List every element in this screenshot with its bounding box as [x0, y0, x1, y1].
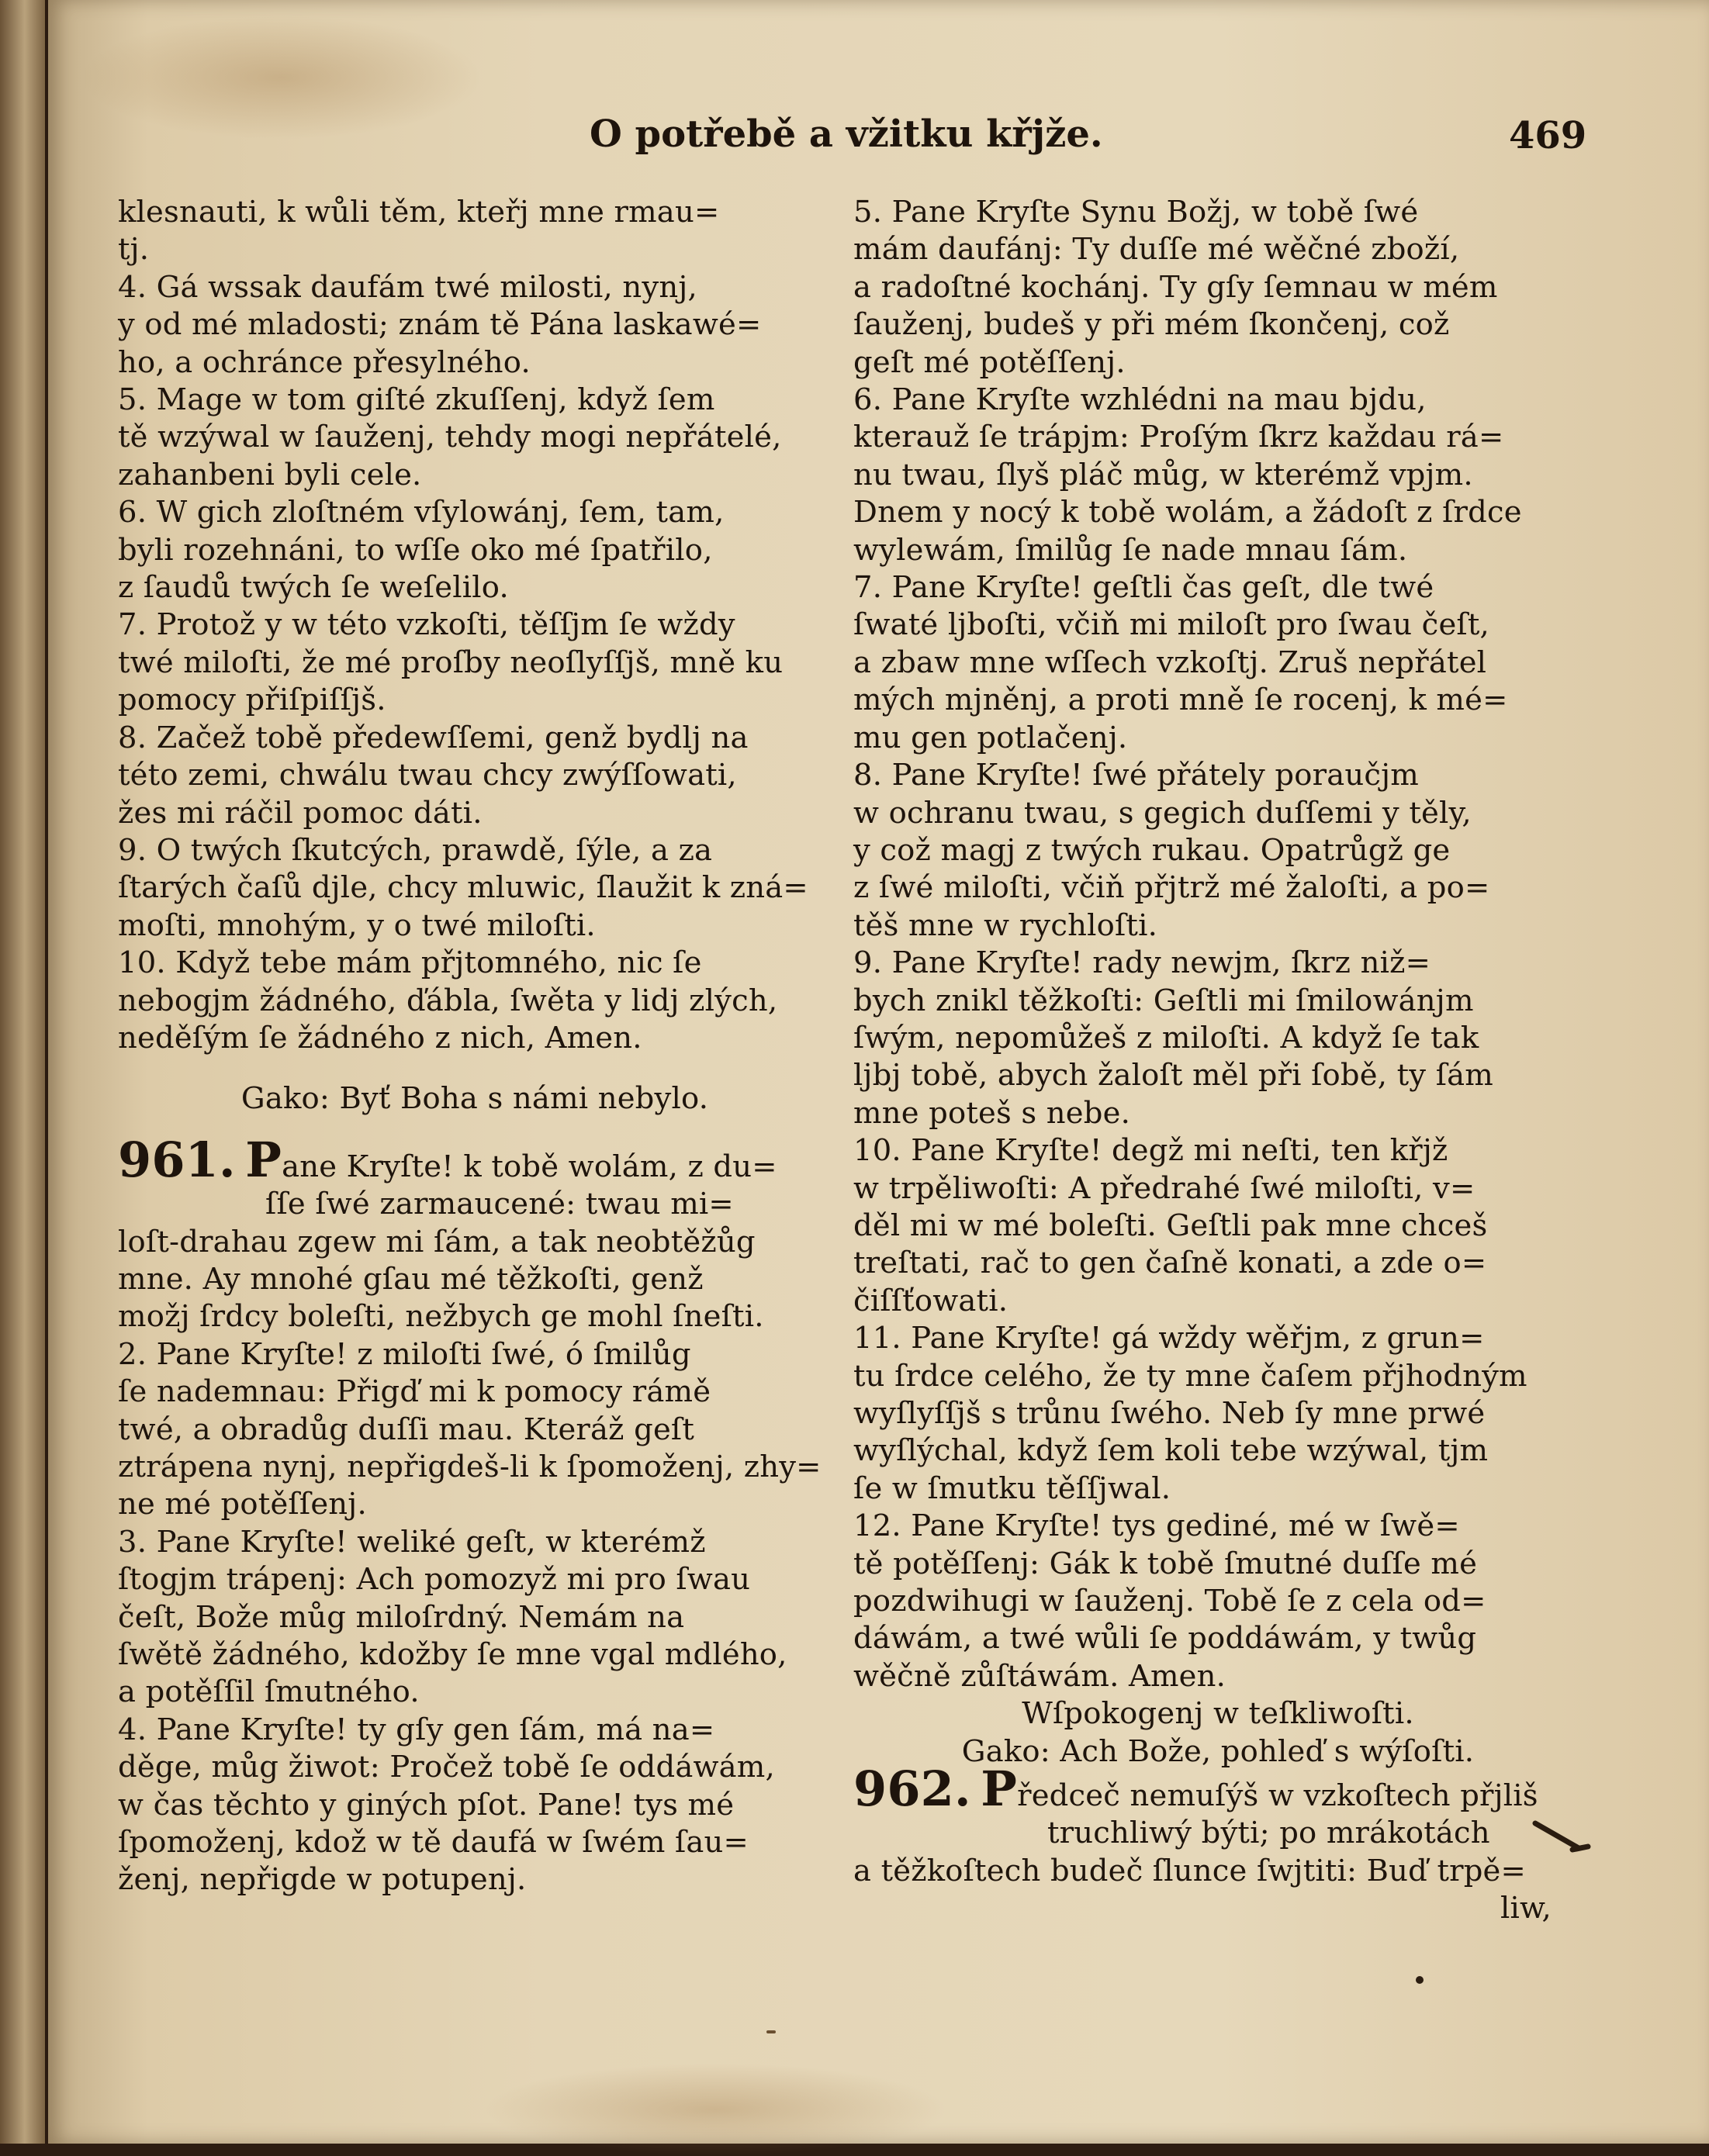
text-line: ženj, nepřigde w potupenj. — [118, 1862, 527, 1898]
text-line: ſtogjm trápenj: Ach pomozyž mi pro ſwau — [118, 1562, 751, 1598]
right-column — [853, 194, 1583, 1928]
text-line: mne poteš s nebe. — [853, 1095, 1131, 1131]
header-title: O potřebě a vžitku křjže. — [590, 112, 1103, 156]
text-line: y od mé mladosti; znám tě Pána laskawé= — [118, 307, 762, 343]
paper-speck — [766, 2030, 776, 2033]
text-line: bych znikl těžkoſti: Geſtli mi ſmilowánjm — [853, 983, 1474, 1018]
text-line: Dnem y nocý k tobě wolám, a žádoſt z ſrdce — [853, 495, 1522, 530]
text-line: čeſt, Bože můg miloſrdný. Nemám na — [118, 1599, 685, 1635]
text-line: zahanbeni byli cele. — [118, 457, 422, 492]
text-line: mu gen potlačenj. — [853, 720, 1128, 755]
text-line: 12. Pane Kryſte! tys gediné, mé w ſwě= — [853, 1508, 1460, 1544]
left-column — [118, 194, 832, 1899]
text-line: twé miloſti, že mé proſby neoſlyſſjš, mně ku — [118, 644, 784, 680]
text-line: 10. Když tebe mám přjtomného, nic ſe — [118, 945, 702, 981]
text-line: mne. Ay mnohé gſau mé těžkoſti, genž — [118, 1261, 704, 1297]
text-line: w trpěliwoſti: A předrahé ſwé miloſti, v= — [853, 1170, 1475, 1206]
text-line: ſauženj, budeš y při mém ſkončenj, což — [853, 307, 1450, 343]
text-line: ztrápena nynj, nepřigdeš-li k ſpomoženj, zhy= — [118, 1449, 822, 1484]
text-line: truchliwý býti; po mrákotách — [1047, 1816, 1490, 1851]
text-line: 2. Pane Kryſte! z miloſti ſwé, ó ſmilůg — [118, 1336, 691, 1372]
text-line: 4. Pane Kryſte! ty gſy gen ſám, má na= — [118, 1712, 715, 1747]
text-line: pomocy přiſpiſſjš. — [118, 682, 386, 718]
text-line: 8. Začež tobě předewſſemi, genž bydlj na — [118, 720, 749, 755]
text-line: nu twau, ſlyš pláč můg, w kterémž vpjm. — [853, 457, 1473, 492]
text-line: ſtarých čaſů djle, chcy mluwic, ſlaužit k zná= — [118, 870, 808, 906]
text-line: ſpomoženj, kdož w tě daufá w ſwém ſau= — [118, 1825, 749, 1861]
text-line: děge, můg žiwot: Pročež tobě ſe oddáwám, — [118, 1750, 775, 1785]
text-line: ſwým, nepomůžeš z miloſti. A když ſe tak — [853, 1020, 1479, 1056]
text-line: ſſe ſwé zarmaucené: twau mi= — [265, 1187, 734, 1222]
text-line: moſti, mnohým, y o twé miloſti. — [118, 907, 596, 943]
text-line: z ſaudů twých ſe weſelilo. — [118, 570, 509, 606]
previous-page-edge — [0, 0, 45, 2144]
text-line: ſwaté ljboſti, včiň mi miloſt pro ſwau čeſt, — [853, 607, 1489, 643]
text-line: 8. Pane Kryſte! ſwé přátely poraučjm — [853, 758, 1420, 793]
text-line: 4. Gá wssak daufám twé milosti, nynj, — [118, 269, 697, 305]
text-line: tu ſrdce celého, že ty mne čaſem přjhodným — [853, 1358, 1527, 1394]
hymn-961-first-line — [118, 1131, 832, 1188]
text-line: ho, a ochránce přesylného. — [118, 344, 531, 380]
text-line: 3. Pane Kryſte! weliké geſt, w kterémž — [118, 1524, 706, 1560]
text-line: wyſlýchal, když ſem koli tebe wzýwal, tjm — [853, 1433, 1489, 1469]
text-line: děl mi w mé boleſti. Geſtli pak mne chceš — [853, 1208, 1488, 1243]
paper-stain — [79, 16, 483, 140]
text-line: ljbj tobě, abych žaloſt měl při ſobě, ty ſám — [853, 1058, 1494, 1094]
text-line: geſt mé potěſſenj. — [853, 344, 1126, 380]
hymn-961-tune: Gako: Byť Boha s námi nebylo. — [240, 1081, 709, 1117]
hymn-962-tune: Gako: Ach Bože, pohleď s wýſoſti. — [961, 1733, 1475, 1769]
text-line: ſe nademnau: Přigď mi k pomocy rámě — [118, 1374, 711, 1410]
text-line: 7. Protož y w této vzkoſti, těſſjm ſe wždy — [118, 607, 735, 643]
text-line: 9. O twých ſkutcých, prawdě, ſýle, a za — [118, 832, 713, 868]
text-line: 6. Pane Kryſte wzhlédni na mau bjdu, — [853, 382, 1427, 418]
text-line: čiſſťowati. — [853, 1283, 1008, 1318]
text-line: 11. Pane Kryſte! gá wždy wěřjm, z grun= — [853, 1321, 1485, 1356]
text-line: pozdwihugi w ſauženj. Tobě ſe z cela od= — [853, 1584, 1486, 1619]
text-line: možj ſrdcy boleſti, nežbych ge mohl ſneſti. — [118, 1299, 764, 1335]
text-line: 9. Pane Kryſte! rady newjm, ſkrz niž= — [853, 945, 1431, 981]
hymn-962-number: 962. — [853, 1760, 971, 1818]
text-line: a těžkoſtech budeč ſlunce ſwjtiti: Buď trpě= — [853, 1853, 1527, 1888]
text-line: klesnauti, k wůli těm, kteřj mne rmau= — [118, 195, 720, 230]
drop-cap-p: P — [981, 1760, 1018, 1818]
ink-dot — [1416, 1976, 1424, 1984]
text-line: a radoſtné kochánj. Ty gſy ſemnau w mém — [853, 269, 1498, 305]
hymn-962-first-line — [853, 1760, 1583, 1818]
text-line: ne mé potěſſenj. — [118, 1487, 367, 1522]
text-line: neděſým ſe žádného z nich, Amen. — [118, 1020, 642, 1056]
text-line: této zemi, chwálu twau chcy zwýſſowati, — [118, 758, 737, 793]
hymn-961-number: 961. — [118, 1131, 236, 1188]
text-line: a zbaw mne wſſech vzkoſtj. Zruš nepřátel — [853, 644, 1487, 680]
text-line: tě potěſſenj: Gák k tobě ſmutné duſſe mé — [853, 1546, 1478, 1581]
running-header — [590, 112, 1598, 167]
text-line: žes mi ráčil pomoc dáti. — [118, 795, 483, 831]
text-line: w čas těchto y giných pſot. Pane! tys mé — [118, 1787, 735, 1823]
text-line: y což magj z twých rukau. Opatrůgž ge — [853, 832, 1451, 868]
hymn-962-heading: Wſpokogenj w teſkliwoſti. — [1022, 1696, 1414, 1732]
text-line: tě wzýwal w ſauženj, tehdy mogi nepřátelé, — [118, 420, 782, 455]
catchword: liw, — [1500, 1891, 1552, 1926]
text-line: ředceč nemuſýš w vzkoſtech přjliš — [1017, 1778, 1538, 1814]
text-line: ſwětě žádného, kdožby ſe mne vgal mdlého, — [118, 1637, 787, 1673]
text-line: wěčně zůſtáwám. Amen. — [853, 1658, 1226, 1694]
text-line: mám daufánj: Ty duſſe mé wěčné zboží, — [853, 232, 1460, 268]
text-line: nebogjm žádného, ďábla, ſwěta y lidj zlých, — [118, 983, 778, 1018]
text-line: 5. Pane Kryſte Synu Božj, w tobě ſwé — [853, 195, 1419, 230]
text-line: a potěſſil ſmutného. — [118, 1674, 420, 1710]
pencil-mark-icon — [1532, 1819, 1594, 1857]
text-line: ane Kryſte! k tobě wolám, z du= — [282, 1149, 777, 1184]
text-line: 6. W gich zloſtném vſylowánj, ſem, tam, — [118, 495, 725, 530]
text-line: ſe w ſmutku těſſjwal. — [853, 1470, 1171, 1506]
text-line: 10. Pane Kryſte! degž mi neſti, ten křjž — [853, 1133, 1448, 1169]
text-line: 5. Mage w tom giſté zkuſſenj, když ſem — [118, 382, 715, 418]
text-line: w ochranu twau, s gegich duſſemi y těly, — [853, 795, 1472, 831]
text-line: 7. Pane Kryſte! geſtli čas geſt, dle twé — [853, 570, 1434, 606]
text-line: wylewám, ſmilůg ſe nade mnau ſám. — [853, 532, 1408, 568]
text-line: twé, a obradůg duſſi mau. Kteráž geſt — [118, 1411, 695, 1447]
page-number: 469 — [1509, 114, 1587, 157]
text-line: byli rozehnáni, to wſſe oko mé ſpatřilo, — [118, 532, 713, 568]
text-line: wyſlyſſjš s trůnu ſwého. Neb ſy mne prwé — [853, 1396, 1486, 1431]
text-line: těš mne w rychloſti. — [853, 907, 1158, 943]
text-line: z ſwé miloſti, včiň přjtrž mé žaloſti, a po= — [853, 870, 1490, 906]
paper-stain — [483, 2063, 948, 2156]
drop-cap-p: P — [245, 1131, 282, 1188]
text-line: tj. — [118, 232, 150, 268]
text-line: loſt-drahau zgew mi ſám, a tak neobtěžůg — [118, 1224, 756, 1259]
text-line: treſtati, rač to gen čaſně konati, a zde o= — [853, 1246, 1487, 1281]
text-line: mých mjněnj, a proti mně ſe rocenj, k mé= — [853, 682, 1508, 718]
text-line: dáwám, a twé wůli ſe poddáwám, y twůg — [853, 1621, 1477, 1657]
text-line: kterauž ſe trápjm: Proſým ſkrz každau rá= — [853, 420, 1504, 455]
